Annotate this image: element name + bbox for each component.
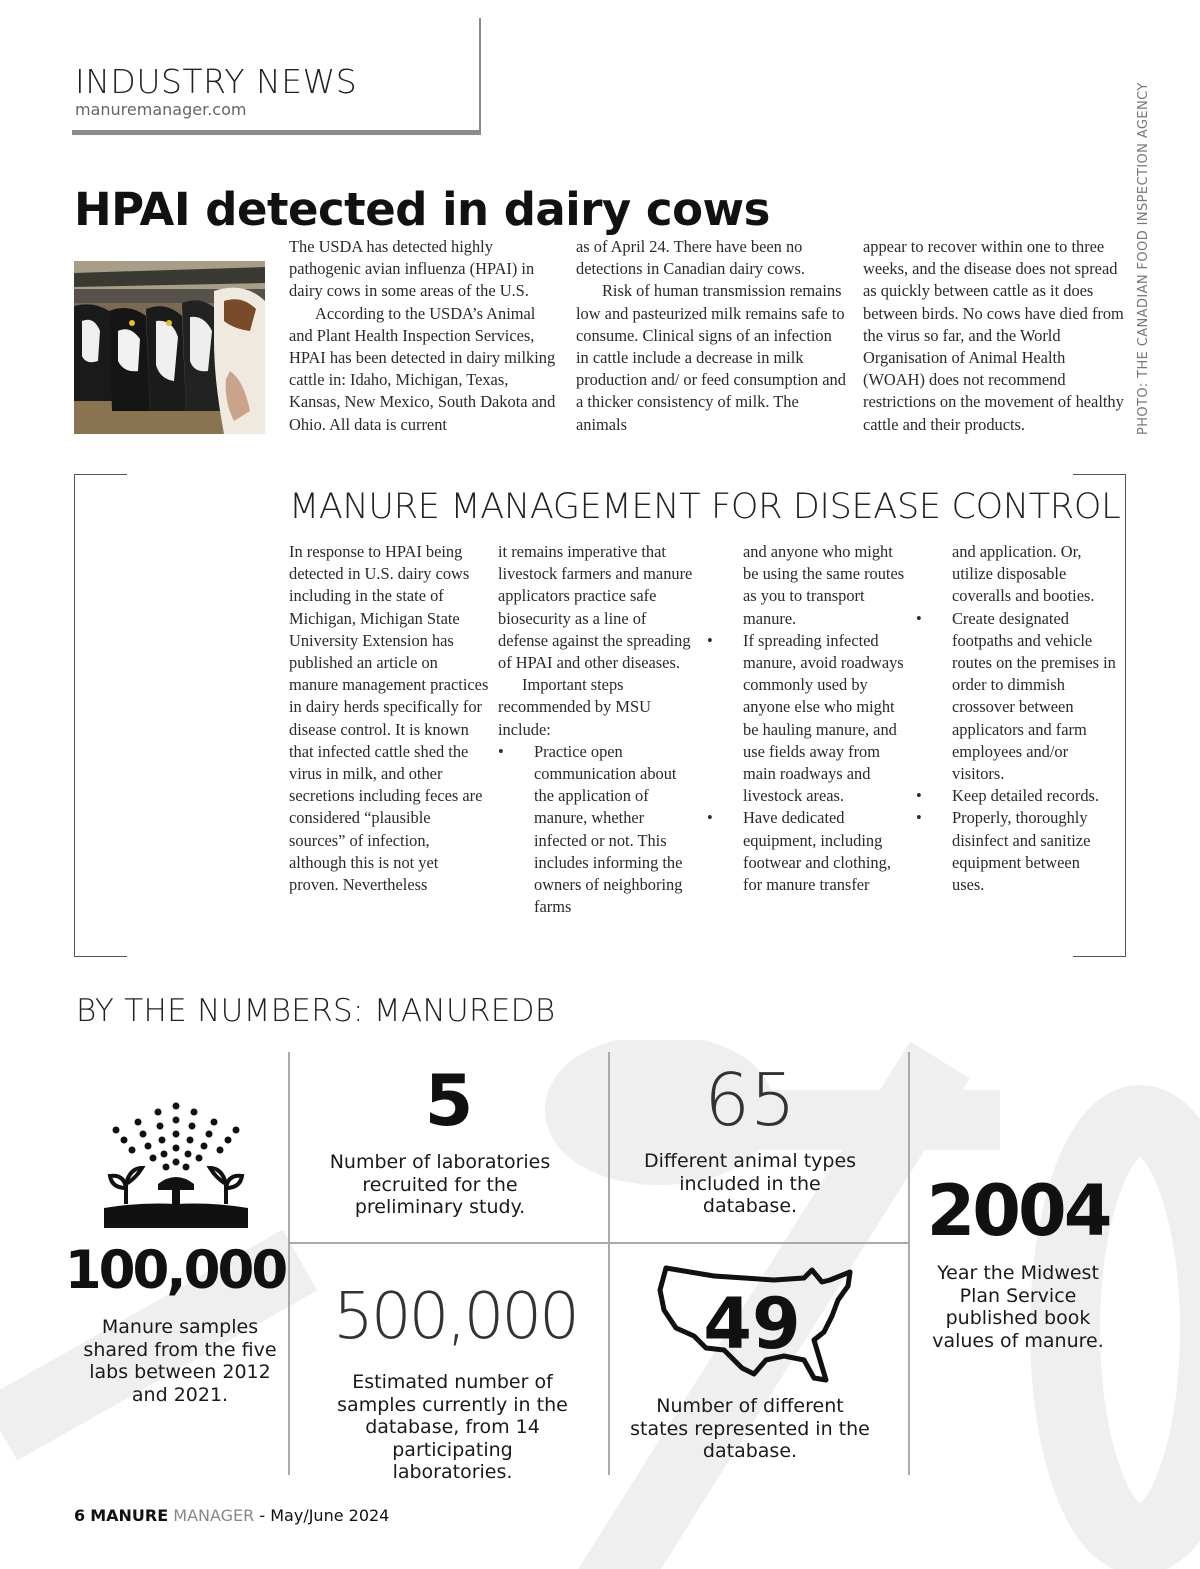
paragraph: Risk of human transmission remains low and pasteurized milk remains safe to consume. Clinical signs of an infection in cattle include a decrease in milk production and/ or feed consumption and a thicker consistency of milk. The animals bbox=[576, 281, 846, 434]
dairy-cows-photo bbox=[74, 261, 265, 434]
stat-caption-laboratories: Number of laboratories recruited for the preliminary study. bbox=[329, 1151, 551, 1218]
page-number: 6 bbox=[74, 1506, 86, 1525]
stat-value-animal-types: 65 bbox=[704, 1058, 796, 1142]
stat-value-year: 2004 bbox=[926, 1170, 1110, 1252]
article-column-1 bbox=[289, 236, 561, 436]
stat-value-samples: 100,000 bbox=[64, 1240, 286, 1301]
paragraph: and application. Or, utilize disposable coveralls and booties. bbox=[952, 542, 1095, 606]
sidebar-column-4 bbox=[916, 541, 1116, 896]
paragraph: as of April 24. There have been no detections in Canadian dairy cows. bbox=[576, 237, 805, 279]
stat-value-database-samples: 500,000 bbox=[333, 1280, 577, 1354]
stat-caption-year: Year the Midwest Plan Service published book values of manure. bbox=[932, 1262, 1104, 1352]
list-item: • Have dedicated equipment, including footwear and clothing, for manure transfer bbox=[707, 808, 891, 895]
paragraph: Important steps recommended by MSU include: bbox=[498, 675, 651, 739]
bullet-list bbox=[916, 608, 1116, 897]
numbers-section-title: BY THE NUMBERS: MANUREDB bbox=[76, 993, 556, 1029]
list-item: • If spreading infected manure, avoid roadways commonly used by anyone else who might be hauling manure, and use fields away from main roadways and livestock areas. bbox=[707, 630, 904, 806]
bullet-glyph: • bbox=[498, 741, 504, 761]
paragraph: appear to recover within one to three weeks, and the disease does not spread as quickly between cattle as it does between birds. No cows have died from the virus so far, and the World Organisation of Animal Health (WOAH) does not recommend restrictions on the movement of healthy cattle and their products. bbox=[863, 237, 1124, 434]
list-item: • Keep detailed records. bbox=[916, 785, 1116, 807]
grid-divider bbox=[290, 1242, 908, 1244]
bullet-glyph: • bbox=[707, 630, 713, 650]
bullet-list bbox=[498, 741, 698, 919]
stat-value-states: 49 bbox=[703, 1283, 801, 1365]
list-item: • Properly, thoroughly disinfect and sanitize equipment between uses. bbox=[916, 808, 1091, 895]
sidebar-bracket-left bbox=[74, 474, 127, 957]
brand-light: MANAGER bbox=[173, 1506, 255, 1525]
article-column-3 bbox=[863, 236, 1128, 436]
sidebar-title: MANURE MANAGEMENT FOR DISEASE CONTROL bbox=[289, 487, 1121, 527]
paragraph: it remains imperative that livestock farmers and manure applicators practice safe biosecurity as a line of defense against the spreading of HPAI and other diseases. bbox=[498, 542, 693, 673]
stat-caption-states: Number of different states represented in the database. bbox=[630, 1395, 870, 1462]
sprinkler-icon bbox=[100, 1100, 252, 1228]
grid-divider bbox=[908, 1052, 910, 1475]
paragraph: and anyone who might be using the same routes as you to transport manure. bbox=[743, 542, 905, 628]
sidebar-column-3 bbox=[707, 541, 907, 896]
stat-caption-animal-types: Different animal types included in the database. bbox=[643, 1150, 857, 1217]
paragraph: The USDA has detected highly pathogenic avian influenza (HPAI) in dairy cows in some areas of the U.S. bbox=[289, 237, 535, 301]
issue-date: - May/June 2024 bbox=[259, 1506, 390, 1525]
sidebar-column-1 bbox=[289, 541, 489, 896]
photo-credit: PHOTO: THE CANADIAN FOOD INSPECTION AGENCY bbox=[1136, 82, 1151, 435]
paragraph: In response to HPAI being detected in U.S. dairy cows including in the state of Michigan, Michigan State University Extension has published an article on manure management practices in dairy herds specifically for disease control. It is known that infected cattle shed the virus in milk, and other secretions including feces are considered “plausible sources” of infection, although this is not yet proven. Nevertheless bbox=[289, 542, 489, 895]
paragraph: According to the USDA’s Animal and Plant Health Inspection Services, HPAI has been detected in dairy milking cattle in: Idaho, Michigan, Texas, Kansas, New Mexico, South Dakota and Ohio. All data is current bbox=[289, 303, 556, 434]
site-url: manuremanager.com bbox=[75, 100, 247, 119]
page-footer bbox=[74, 1506, 389, 1525]
sidebar-column-2 bbox=[498, 541, 698, 918]
stat-caption-database-samples: Estimated number of samples currently in the database, from 14 participating laboratories. bbox=[337, 1371, 568, 1483]
section-title: INDUSTRY NEWS bbox=[75, 62, 358, 101]
bullet-glyph: • bbox=[916, 808, 922, 828]
stat-caption-samples: Manure samples shared from the five labs between 2012 and 2021. bbox=[83, 1316, 277, 1406]
article-column-2 bbox=[576, 236, 848, 436]
bullet-list bbox=[707, 630, 907, 896]
bullet-glyph: • bbox=[707, 808, 713, 828]
bullet-glyph: • bbox=[916, 786, 922, 806]
brand-bold: MANURE bbox=[90, 1506, 169, 1525]
list-item: • Practice open communication about the application of manure, whether infected or not. This includes informing the owners of neighboring farms bbox=[498, 741, 683, 917]
bullet-glyph: • bbox=[916, 608, 922, 628]
article-headline: HPAI detected in dairy cows bbox=[74, 183, 770, 236]
list-item: • Create designated footpaths and vehicle routes on the premises in order to dimmish crossover between applicators and farm employees and/or visitors. bbox=[916, 608, 1116, 784]
stat-value-laboratories: 5 bbox=[424, 1060, 474, 1142]
